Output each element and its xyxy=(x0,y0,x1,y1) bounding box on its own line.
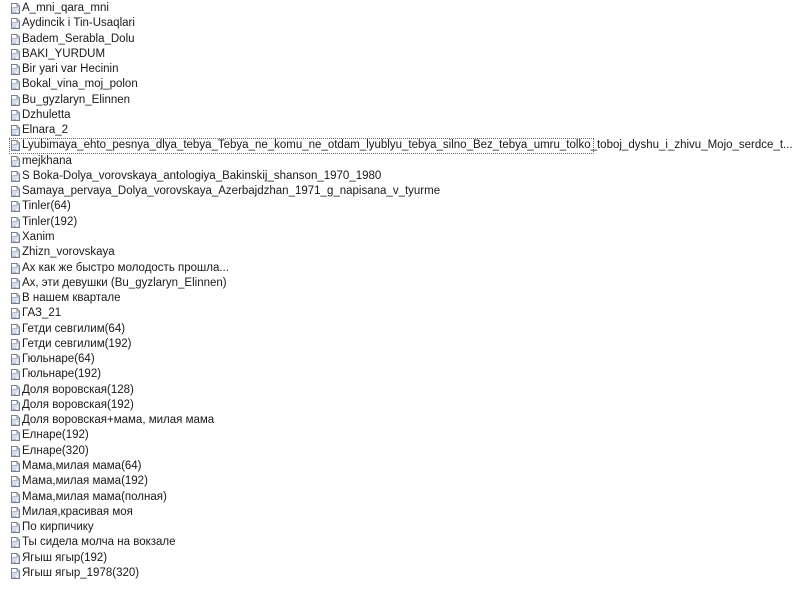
document-icon xyxy=(11,18,20,29)
file-name: A_mni_qara_mni xyxy=(22,2,109,14)
document-icon xyxy=(11,308,20,319)
document-icon xyxy=(11,476,20,487)
document-icon xyxy=(11,95,20,106)
document-icon xyxy=(11,339,20,350)
document-icon xyxy=(11,3,20,14)
file-name: Гетди севгилим(64) xyxy=(22,322,126,335)
document-icon xyxy=(11,34,20,45)
list-item[interactable] xyxy=(9,154,594,169)
file-name: Гюльнаре(64) xyxy=(22,353,95,366)
document-icon xyxy=(11,140,20,151)
document-icon xyxy=(11,446,20,457)
file-name: BAKI_YURDUM xyxy=(22,47,106,60)
document-icon xyxy=(11,186,20,197)
file-name: Мама,милая мама(192) xyxy=(22,475,148,488)
list-item[interactable] xyxy=(9,16,594,31)
document-icon xyxy=(11,49,20,60)
list-item[interactable] xyxy=(9,215,594,230)
file-name: Доля воровская+мама, милая мама xyxy=(22,414,215,427)
list-item[interactable] xyxy=(9,199,594,214)
file-name: Samaya_pervaya_Dolya_vorovskaya_Azerbajdzhan_1971_g_napisana_v_tyurme xyxy=(22,185,441,198)
file-name: Мама,милая мама(полная) xyxy=(22,490,167,503)
list-item[interactable] xyxy=(9,474,594,489)
document-icon xyxy=(11,430,20,441)
document-icon xyxy=(11,522,20,533)
file-name: По кирпичику xyxy=(22,521,94,534)
document-icon xyxy=(11,156,20,167)
file-name: Lyubimaya_ehto_pesnya_dlya_tebya_Tebya_ne_komu_ne_otdam_lyublyu_tebya_silno_Bez_tebya_umru_tolko_toboj_dyshu_i_zhivu_Mojo_serdce_t... xyxy=(22,139,793,152)
list-item[interactable] xyxy=(9,306,594,321)
document-icon xyxy=(11,247,20,258)
list-item[interactable] xyxy=(9,138,793,153)
document-icon xyxy=(11,232,20,243)
document-icon xyxy=(11,171,20,182)
list-item[interactable] xyxy=(9,108,594,123)
list-item[interactable] xyxy=(9,520,594,535)
document-icon xyxy=(11,537,20,548)
file-name: Мама,милая мама(64) xyxy=(22,459,142,472)
list-item[interactable] xyxy=(9,490,594,505)
file-name: Милая,красивая моя xyxy=(22,505,133,518)
file-name: Bir yari var Hecinin xyxy=(22,63,119,76)
document-icon xyxy=(11,385,20,396)
document-icon xyxy=(11,568,20,579)
file-name: Гетди севгилим(192) xyxy=(22,337,132,350)
list-item[interactable] xyxy=(9,62,594,77)
document-icon xyxy=(11,369,20,380)
file-name: ГАЗ_21 xyxy=(22,307,62,320)
document-icon xyxy=(11,201,20,212)
file-name: mejkhana xyxy=(22,154,72,167)
list-item[interactable] xyxy=(9,169,594,184)
list-item[interactable] xyxy=(9,276,594,291)
document-icon xyxy=(11,125,20,136)
document-icon xyxy=(11,278,20,289)
list-item[interactable] xyxy=(9,337,594,352)
document-icon xyxy=(11,324,20,335)
document-icon xyxy=(11,400,20,411)
list-item[interactable] xyxy=(9,444,594,459)
list-item[interactable] xyxy=(9,322,594,337)
file-name: Zhizn_vorovskaya xyxy=(22,246,115,259)
document-icon xyxy=(11,293,20,304)
file-name: Dzhuletta xyxy=(22,108,71,121)
file-name: Ягыш ягыр(192) xyxy=(22,551,108,564)
document-icon xyxy=(11,507,20,518)
list-item[interactable] xyxy=(9,535,594,550)
list-item[interactable] xyxy=(9,428,594,443)
file-name: Xanim xyxy=(22,230,55,243)
file-name: Елнаре(320) xyxy=(22,444,89,457)
list-item[interactable] xyxy=(9,459,594,474)
list-item[interactable] xyxy=(9,184,594,199)
list-item[interactable] xyxy=(9,383,594,398)
file-name: Ах, эти девушки (Bu_gyzlaryn_Elinnen) xyxy=(22,276,227,289)
document-icon xyxy=(11,415,20,426)
list-item[interactable] xyxy=(9,566,594,581)
list-item[interactable] xyxy=(9,261,594,276)
list-item[interactable] xyxy=(9,230,594,245)
file-name: Tinler(64) xyxy=(22,200,71,213)
file-list xyxy=(9,1,793,581)
list-item[interactable] xyxy=(9,93,594,108)
document-icon xyxy=(11,110,20,121)
list-item[interactable] xyxy=(9,367,594,382)
document-icon xyxy=(11,553,20,564)
file-name: Елнаре(192) xyxy=(22,429,89,442)
list-item[interactable] xyxy=(9,551,594,566)
document-icon xyxy=(11,461,20,472)
list-item[interactable] xyxy=(9,245,594,260)
document-icon xyxy=(11,217,20,228)
file-name: Bu_gyzlaryn_Elinnen xyxy=(22,93,131,106)
list-item[interactable] xyxy=(9,1,594,16)
file-name: Гюльнаре(192) xyxy=(22,368,102,381)
file-name: Ах как же быстро молодость прошла... xyxy=(22,261,229,274)
document-icon xyxy=(11,492,20,503)
file-name: Bokal_vina_moj_polon xyxy=(22,78,138,91)
file-name: Доля воровская(128) xyxy=(22,383,134,396)
document-icon xyxy=(11,354,20,365)
list-item[interactable] xyxy=(9,77,594,92)
list-item[interactable] xyxy=(9,413,594,428)
file-name: Tinler(192) xyxy=(22,215,78,228)
list-item[interactable] xyxy=(9,47,594,62)
file-name: Elnara_2 xyxy=(22,124,69,137)
file-name: В нашем квартале xyxy=(22,292,121,305)
file-name: Ягыш ягыр_1978(320) xyxy=(22,566,140,579)
file-name: Ты сидела молча на вокзале xyxy=(22,536,176,549)
list-item[interactable] xyxy=(9,352,594,367)
file-name: Aydincik i Tin-Usaqlari xyxy=(22,17,135,30)
file-name: Доля воровская(192) xyxy=(22,398,134,411)
document-icon xyxy=(11,64,20,75)
file-name: Badem_Serabla_Dolu xyxy=(22,32,135,45)
list-item[interactable] xyxy=(9,398,594,413)
list-item[interactable] xyxy=(9,32,594,47)
list-item[interactable] xyxy=(9,505,594,520)
file-name: S Boka-Dolya_vorovskaya_antologiya_Bakinskij_shanson_1970_1980 xyxy=(22,169,382,182)
list-item[interactable] xyxy=(9,291,594,306)
document-icon xyxy=(11,79,20,90)
list-item[interactable] xyxy=(9,123,594,138)
document-icon xyxy=(11,263,20,274)
